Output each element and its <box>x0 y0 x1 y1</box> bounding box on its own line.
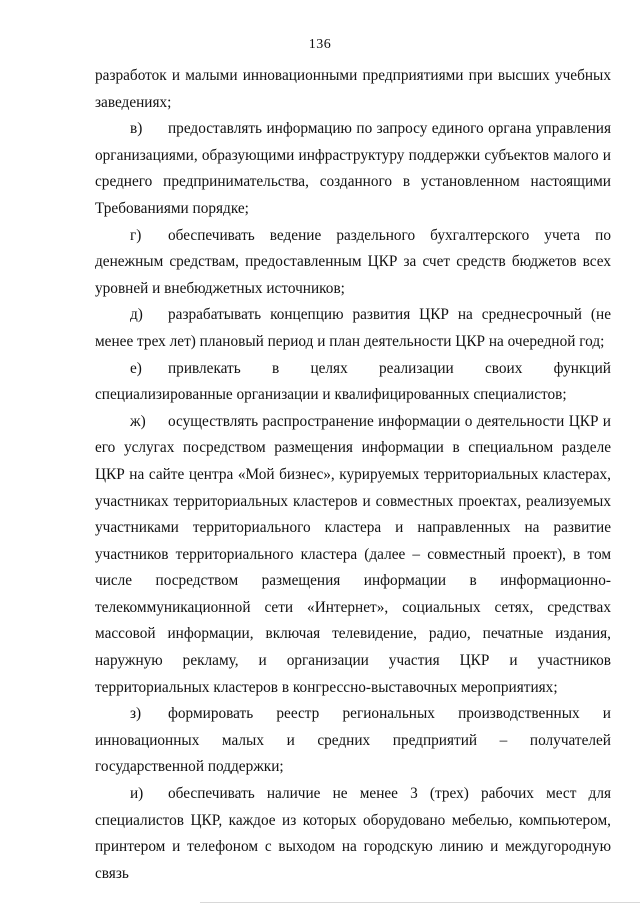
paragraph-text: привлекать в целях реализации своих функций специализированные организации и квалифицированных специалистов; <box>95 359 611 404</box>
list-item-letter: з) <box>130 705 142 723</box>
paragraph-text: осуществлять распространение информации о деятельности ЦКР и его услугах посредством размещения информации в специальном разделе ЦКР на сайте центра «Мой бизнес», курируемых территориальных кластерах, участниках территориальных кластеров и совместных проектах, реализуемых участниками территориального кластера и направленных на развитие участников территориального кластера (далее – совместный проект), в том числе посредством размещения информации в информационно-телекоммуникационной сети «Интернет», социальных сетях, средствах массовой информации, включая телевидение, радио, печатные издания, наружную рекламу, и организации участия ЦКР и участников территориальных кластеров в конгрессно-выставочных мероприятиях; <box>95 412 611 696</box>
list-item-letter: д) <box>130 306 143 324</box>
list-item-v <box>95 116 611 222</box>
paragraph-text: формировать реестр региональных производственных и инновационных малых и средних предприятий – получателей государственной поддержки; <box>95 705 611 776</box>
paragraph-text: разрабатывать концепцию развития ЦКР на среднесрочный (не менее трех лет) плановый период и план деятельности ЦКР на очередной год; <box>95 306 611 350</box>
list-item-letter: в) <box>130 120 143 138</box>
list-item-letter: ж) <box>130 412 146 430</box>
paragraph-text: обеспечивать наличие не менее 3 (трех) рабочих мест для специалистов ЦКР, каждое из которых оборудовано мебелью, компьютером, принтером и телефоном с выходом на городскую линию и междугородную связь <box>95 785 611 882</box>
list-item-z <box>95 701 611 781</box>
list-item-g <box>95 223 611 303</box>
list-item-letter: е) <box>130 359 142 377</box>
list-item-letter: и) <box>130 785 144 803</box>
paragraph-continuation <box>95 63 611 116</box>
document-body <box>95 63 611 887</box>
list-item-zh <box>95 409 611 702</box>
paragraph-text: разработок и малыми инновационными предприятиями при высших учебных заведениях; <box>95 67 611 111</box>
list-item-d <box>95 302 611 355</box>
page-number: 136 <box>308 37 332 52</box>
list-item-letter: г) <box>130 226 142 244</box>
paragraph-text: обеспечивать ведение раздельного бухгалтерского учета по денежным средствам, предоставленным ЦКР за счет средств бюджетов всех уровней и внебюджетных источников; <box>95 226 611 297</box>
page-bottom-edge <box>200 902 640 903</box>
list-item-e <box>95 356 611 409</box>
paragraph-text: предоставлять информацию по запросу единого органа управления организациями, образующими инфраструктуру поддержки субъектов малого и среднего предпринимательства, созданного в установленном настоящими Требованиями порядке; <box>95 120 611 217</box>
list-item-i <box>95 781 611 887</box>
